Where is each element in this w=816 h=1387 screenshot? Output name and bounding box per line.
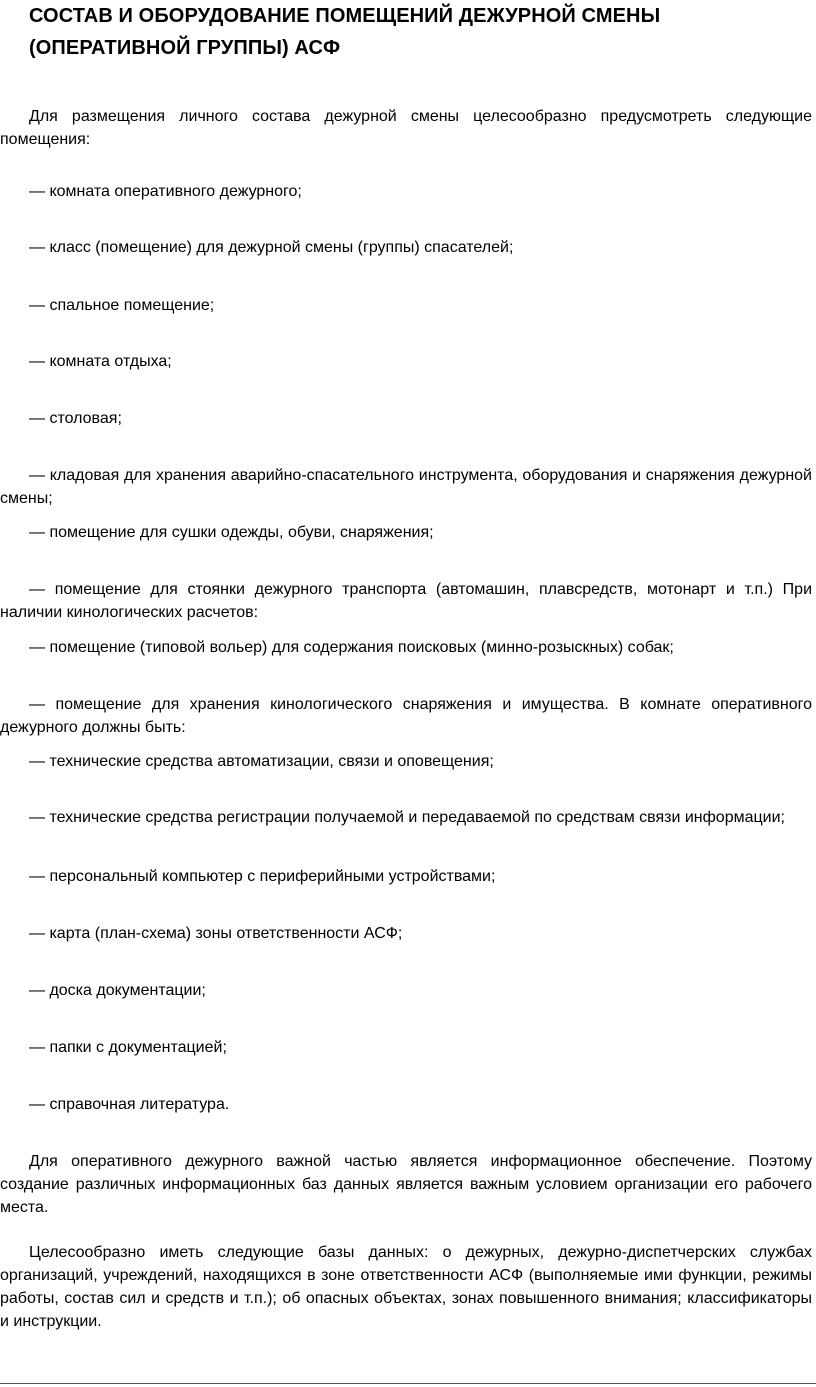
list-item: — кладовая для хранения аварийно-спасательного инструмента, оборудования и снаряжения дежурной смены; [0, 467, 812, 507]
list-item: — помещение для сушки одежды, обуви, снаряжения; [29, 524, 434, 541]
list-item: — доска документации; [29, 982, 206, 999]
paragraph-databases: Целесообразно иметь следующие базы данных: о дежурных, дежурно-диспетчерских службах организаций, учреждений, находящихся в зоне ответственности АСФ (выполняемые ими функции, режимы работы, состав сил и средств и т.п.); об опасных объектах, зонах повышенного внимания; классификаторы и инструкции. [0, 1244, 812, 1330]
list-item: — класс (помещение) для дежурной смены (группы) спасателей; [29, 239, 514, 256]
page-title: СОСТАВ И ОБОРУДОВАНИЕ ПОМЕЩЕНИЙ ДЕЖУРНОЙ СМЕНЫ (ОПЕРАТИВНОЙ ГРУППЫ) АСФ [29, 5, 661, 59]
paragraph-info: Для оперативного дежурного важной частью является информационное обеспечение. Поэтому создание различных информационных баз данных является важным условием организации его рабочего места. [0, 1153, 812, 1216]
list-item: — технические средства автоматизации, связи и оповещения; [29, 753, 494, 770]
list-item: — персональный компьютер с периферийными устройствами; [29, 868, 496, 885]
list-item: — папки с документацией; [29, 1039, 227, 1056]
list-item: — технические средства регистрации получаемой и передаваемой по средствам связи информации; [29, 809, 785, 826]
list-item: — справочная литература. [29, 1096, 230, 1113]
list-item: — помещение для стоянки дежурного транспорта (автомашин, плавсредств, мотонарт и т.п.) При наличии кинологических расчетов: [0, 581, 812, 621]
list-item: — помещение (типовой вольер) для содержания поисковых (минно-розыскных) собак; [29, 639, 674, 656]
list-item: — комната оперативного дежурного; [29, 183, 302, 200]
list-item: — спальное помещение; [29, 297, 215, 314]
list-item: — карта (план-схема) зоны ответственности АСФ; [29, 925, 403, 942]
list-item: — столовая; [29, 410, 122, 427]
bottom-divider [0, 1383, 816, 1384]
list-item: — помещение для хранения кинологического снаряжения и имущества. В комнате оперативного дежурного должны быть: [0, 696, 812, 736]
paragraph-intro: Для размещения личного состава дежурной смены целесообразно предусмотреть следующие помещения: [0, 108, 812, 148]
list-item: — комната отдыха; [29, 353, 172, 370]
